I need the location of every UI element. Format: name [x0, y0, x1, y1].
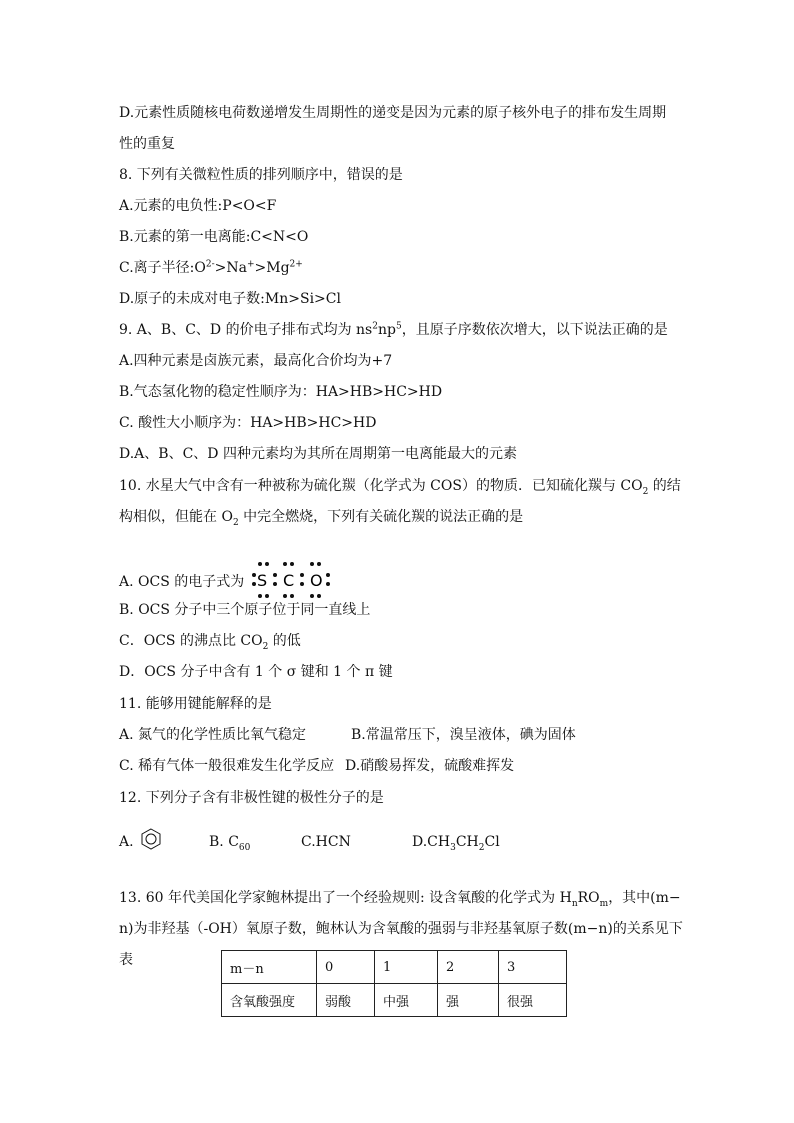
table-cell: 3: [499, 951, 567, 984]
option-9a: A.四种元素是卤族元素，最高化合价均为+7: [119, 353, 393, 369]
option-11a: A. 氮气的化学性质比氧气稳定: [119, 727, 307, 743]
table-cell: 0: [317, 951, 375, 984]
options-12: [119, 828, 500, 852]
ocs-lewis-structure: [252, 560, 348, 600]
question-13: 13. 60 年代美国化学家鲍林提出了一个经验规则: 设含氧酸的化学式为 $H_nRO_m$，其中(m−: [119, 890, 681, 909]
option-9d: D.A、B、C、D 四种元素均为其所在周期第一电离能最大的元素: [119, 446, 517, 462]
table-cell: 2: [438, 951, 499, 984]
options-11ab: [119, 725, 576, 745]
question-11: 11. 能够用键能解释的是: [119, 696, 272, 712]
question-8: 8. 下列有关微粒性质的排列顺序中，错误的是: [119, 167, 403, 183]
option-12d: $D.CH_3CH_2Cl$: [412, 834, 500, 853]
option-8d: D.原子的未成对电子数:Mn>Si>Cl: [119, 291, 341, 307]
option-11d: D.硝酸易挥发，硫酸难挥发: [345, 758, 515, 774]
question-13-line2: n)为非羟基（-OH）氧原子数，鲍林认为含氧酸的强弱与非羟基氧原子数(m−n)的关系见下: [119, 921, 683, 937]
option-12b: B. $C_{60}$: [209, 834, 251, 853]
text-line: D.元素性质随核电荷数递增发生周期性的递变是因为元素的原子核外电子的排布发生周期: [119, 105, 667, 121]
table-cell: 弱酸: [317, 984, 375, 1017]
option-10d: D．OCS 分子中含有 1 个 σ 键和 1 个 π 键: [119, 664, 393, 680]
question-13-line3: 表: [119, 952, 133, 968]
option-8b: B.元素的第一电离能:C<N<O: [119, 229, 309, 245]
option-8c: C.离子半径$:O^{2-}>Na^+>Mg^{2+}$: [119, 259, 303, 276]
lewis-s: S: [257, 571, 268, 590]
text-line: 性的重复: [119, 136, 175, 152]
table-cell: 强: [438, 984, 499, 1017]
question-9: 9. A、B、C、D 的价电子排布式均为 $ns^2np^5$，且原子序数依次增大，以下说法正确的是: [119, 321, 668, 338]
option-8a: A.元素的电负性:P<O<F: [119, 198, 277, 214]
option-11c: C. 稀有气体一般很难发生化学反应: [119, 758, 335, 774]
lewis-o: O: [310, 571, 323, 590]
option-9c: C. 酸性大小顺序为：HA>HB>HC>HD: [119, 415, 377, 431]
table-row: [222, 951, 567, 984]
options-11cd: [119, 756, 514, 776]
table-row: [222, 984, 567, 1017]
table-cell: 1: [375, 951, 438, 984]
question-10: 10. 水星大气中含有一种被称为硫化羰（化学式为 COS）的物质．已知硫化羰与 $CO_2$ 的结: [119, 478, 681, 497]
question-12: 12. 下列分子含有非极性键的极性分子的是: [119, 790, 384, 806]
table-cell: 中强: [375, 984, 438, 1017]
option-10b: B. OCS 分子中三个原子位于同一直线上: [119, 602, 371, 618]
benzene-icon: [140, 828, 162, 850]
question-10-line2: 构相似，但能在 $O_2$ 中完全燃烧，下列有关硫化羰的说法正确的是: [119, 509, 524, 528]
table-cell: 含氧酸强度: [222, 984, 317, 1017]
option-10c: C．OCS 的沸点比 $CO_2$ 的低: [119, 633, 301, 652]
option-12c: C.HCN: [301, 834, 351, 850]
acid-strength-table: [221, 950, 567, 1017]
table-cell: m－n: [222, 951, 317, 984]
option-9b: B.气态氢化物的稳定性顺序为：HA>HB>HC>HD: [119, 384, 443, 400]
option-12a: A.: [119, 828, 209, 852]
table-cell: 很强: [499, 984, 567, 1017]
option-10a: A. OCS 的电子式为 S C O: [119, 572, 244, 592]
option-11b: B.常温常压下，溴呈液体，碘为固体: [351, 727, 576, 743]
lewis-c: C: [283, 571, 295, 590]
